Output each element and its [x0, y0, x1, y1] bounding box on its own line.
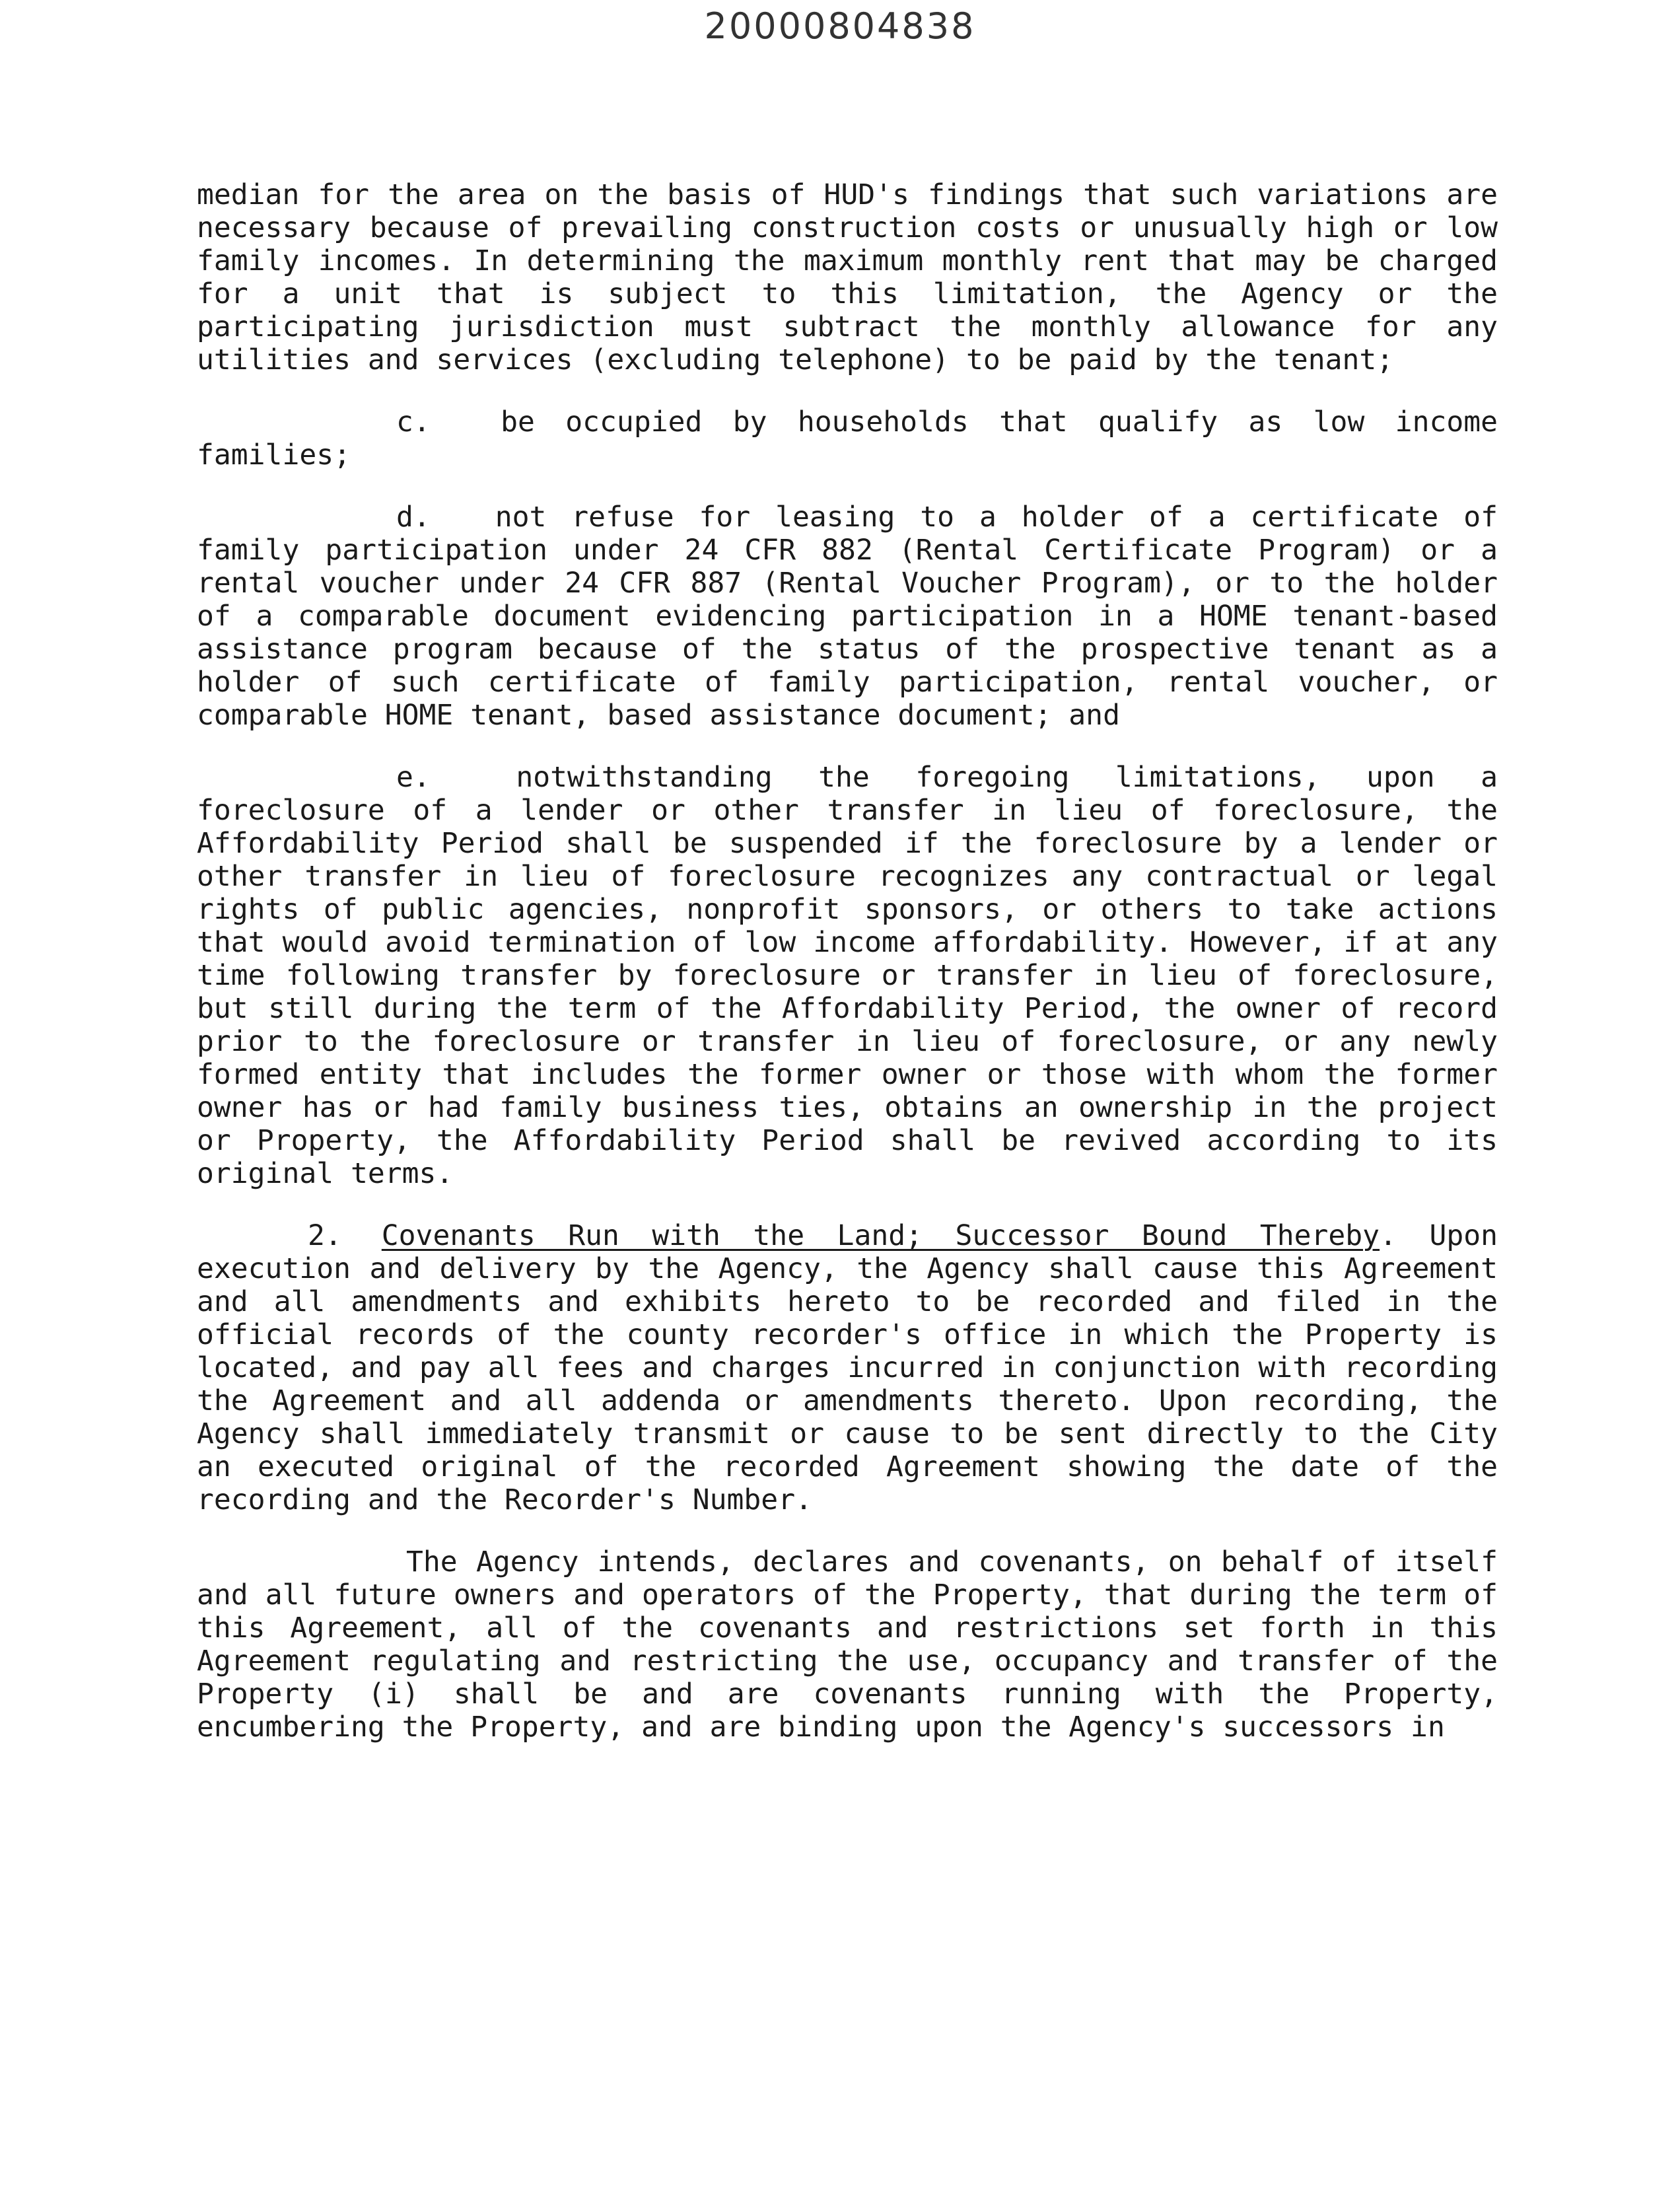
section-number: 2. — [308, 1219, 342, 1252]
subsection-c — [197, 406, 1498, 472]
section-heading-period: . — [1380, 1219, 1397, 1252]
document-number: 20000804838 — [704, 5, 976, 47]
section-2 — [197, 1219, 1498, 1516]
subsection-text: notwithstanding the foregoing limitations, upon a foreclosure of a lender or other transfer in lieu of foreclosure, the Affordability Period shall be suspended if the foreclosure by a lender or other transfer in lieu of foreclosure recognizes any contractual or legal rights of public agencies, nonprofit sponsors, or others to take actions that would avoid termination of low income affordability. However, if at any time following transfer by foreclosure or transfer in lieu of foreclosure, but still during the term of the Affordability Period, the owner of record prior to the foreclosure or transfer in lieu of foreclosure, or any newly formed entity that includes the former owner or those with whom the former owner has or had family business ties, obtains an ownership in the project or Property, the Affordability Period shall be revived according to its original terms. — [197, 761, 1498, 1190]
subsection-text: not refuse for leasing to a holder of a certificate of family participation under 24 CFR 882 (Rental Certificate Program) or a rental voucher under 24 CFR 887 (Rental Voucher Program), or to the holder of a comparable document evidencing participation in a HOME tenant-based assistance program because of the status of the prospective tenant as a holder of such certificate of family participation, rental voucher, or comparable HOME tenant, based assistance document; and — [197, 501, 1498, 732]
paragraph-rent-limit — [197, 178, 1498, 376]
paragraph-text: The Agency intends, declares and covenants, on behalf of itself and all future owners and operators of the Property, that during the term of this Agreement, all of the covenants and restrictions set forth in this Agreement regulating and restricting the use, occupancy and transfer of the Property (i) shall be and are covenants running with the Property, encumbering the Property, and are binding upon the Agency's successors in — [197, 1545, 1498, 1744]
subsection-label: e. — [396, 761, 431, 794]
section-text: Upon execution and delivery by the Agency, the Agency shall cause this Agreement and all amendments and exhibits hereto to be recorded and filed in the official records of the county recorder's office in which the Property is located, and pay all fees and charges incurred in conjunction with recording the Agreement and all addenda or amendments thereto. Upon recording, the Agency shall immediately transmit or cause to be sent directly to the City an executed original of the recorded Agreement showing the date of the recording and the Recorder's Number. — [197, 1219, 1498, 1516]
subsection-d — [197, 501, 1498, 732]
paragraph-text: median for the area on the basis of HUD's findings that such variations are necessary because of prevailing construction costs or unusually high or low family incomes. In determining the maximum monthly rent that may be charged for a unit that is subject to this limitation, the Agency or the participating jurisdiction must subtract the monthly allowance for any utilities and services (excluding telephone) to be paid by the tenant; — [197, 178, 1498, 376]
subsection-e — [197, 761, 1498, 1190]
subsection-label: c. — [396, 406, 431, 439]
section-heading: Covenants Run with the Land; Successor Bound Thereby — [381, 1219, 1380, 1252]
subsection-text: be occupied by households that qualify as low income families; — [197, 406, 1498, 472]
document-body — [197, 178, 1498, 1773]
subsection-label: d. — [396, 501, 431, 534]
paragraph-covenants — [197, 1545, 1498, 1744]
